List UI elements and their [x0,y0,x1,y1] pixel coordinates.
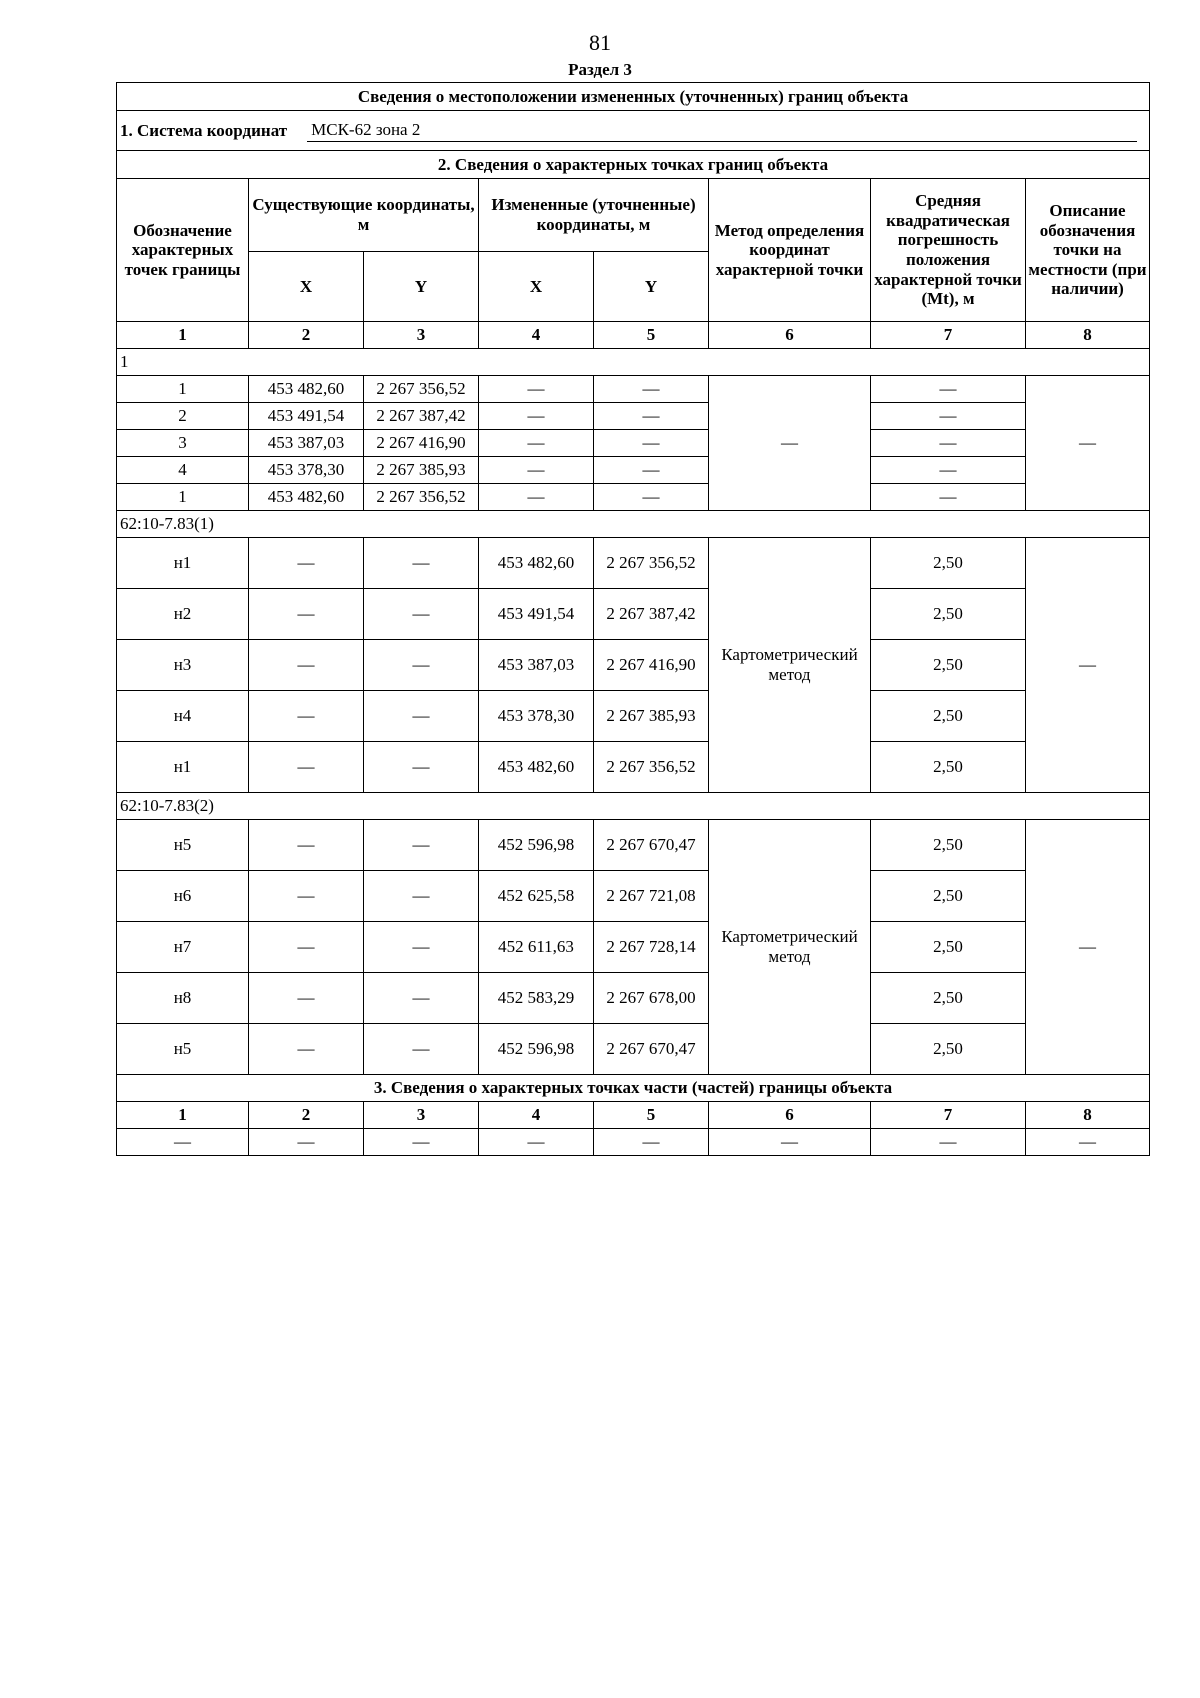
changed-x: 452 583,29 [479,973,594,1024]
changed-x: — [479,376,594,403]
existing-y: — [364,640,479,691]
existing-y: — [364,742,479,793]
mt-value: 2,50 [871,589,1026,640]
description-cell: — [1026,376,1150,511]
existing-x: — [249,1024,364,1075]
existing-x: — [249,691,364,742]
main-title: Сведения о местоположении измененных (уточненных) границ объекта [117,83,1150,111]
existing-y: — [364,820,479,871]
table-row [117,973,1150,1024]
mt-value: 2,50 [871,871,1026,922]
mt-value: — [871,484,1026,511]
changed-x: 452 596,98 [479,820,594,871]
changed-y: — [594,376,709,403]
empty-cell: — [709,1129,871,1156]
table-row [117,457,1150,484]
existing-y: — [364,538,479,589]
point-id: н8 [117,973,249,1024]
empty-cell: — [479,1129,594,1156]
changed-x: 452 625,58 [479,871,594,922]
method-cell: Картометрический метод [709,820,871,1075]
point-id: 1 [117,484,249,511]
changed-x: 453 378,30 [479,691,594,742]
mt-value: — [871,430,1026,457]
section-title: Раздел 3 [568,60,632,79]
existing-x: — [249,871,364,922]
column-number: 5 [594,1102,709,1129]
column-number: 3 [364,1102,479,1129]
existing-x: — [249,640,364,691]
changed-y: 2 267 670,47 [594,1024,709,1075]
column-number: 4 [479,322,594,349]
column-number: 6 [709,322,871,349]
existing-y: — [364,691,479,742]
group-label: 1 [117,349,1150,376]
description-cell: — [1026,820,1150,1075]
table-row [117,484,1150,511]
existing-x: 453 491,54 [249,403,364,430]
changed-y: 2 267 678,00 [594,973,709,1024]
header-method: Метод определения координат характерной точки [709,179,871,322]
point-id: н7 [117,922,249,973]
mt-value: 2,50 [871,691,1026,742]
page-number: 81 [589,30,611,55]
changed-x: 453 482,60 [479,742,594,793]
point-id: н3 [117,640,249,691]
column-number: 7 [871,322,1026,349]
group-label: 62:10-7.83(2) [117,793,1150,820]
point-id: 2 [117,403,249,430]
existing-x: 453 387,03 [249,430,364,457]
point-id: н6 [117,871,249,922]
existing-y: 2 267 356,52 [364,484,479,511]
header-description: Описание обозначения точки на местности (при наличии) [1026,179,1150,322]
mt-value: — [871,376,1026,403]
empty-cell: — [594,1129,709,1156]
subsection2-title: 2. Сведения о характерных точках границ объекта [117,151,1150,179]
changed-y: 2 267 670,47 [594,820,709,871]
existing-x: — [249,922,364,973]
table-row [117,691,1150,742]
coord-system-value: МСК-62 зона 2 [307,119,1137,142]
changed-y: 2 267 721,08 [594,871,709,922]
header-existing: Существующие координаты, м [249,179,479,252]
table-row [117,640,1150,691]
table-row [117,1024,1150,1075]
existing-y: — [364,871,479,922]
coord-system-label: 1. Система координат [120,120,288,140]
method-cell: — [709,376,871,511]
header-error: Средняя квадратическая погрешность положения характерной точки (Mt), м [871,179,1026,322]
changed-y: — [594,457,709,484]
changed-y: 2 267 356,52 [594,538,709,589]
mt-value: 2,50 [871,820,1026,871]
point-id: н5 [117,820,249,871]
changed-x: — [479,430,594,457]
changed-y: — [594,430,709,457]
existing-x: 453 482,60 [249,376,364,403]
column-number: 1 [117,1102,249,1129]
point-id: н1 [117,742,249,793]
changed-y: — [594,484,709,511]
header-changed-y: Y [594,252,709,322]
mt-value: 2,50 [871,742,1026,793]
existing-x: — [249,973,364,1024]
changed-x: 453 482,60 [479,538,594,589]
point-id: 1 [117,376,249,403]
column-numbers-row [117,322,1150,349]
changed-y: 2 267 385,93 [594,691,709,742]
column-number: 4 [479,1102,594,1129]
description-cell: — [1026,538,1150,793]
coord-system-row [117,111,1150,151]
header-changed-x: X [479,252,594,322]
table-row [117,820,1150,871]
empty-cell: — [1026,1129,1150,1156]
changed-y: — [594,403,709,430]
table-row [117,376,1150,403]
column-number: 3 [364,322,479,349]
empty-cell: — [249,1129,364,1156]
empty-cell: — [117,1129,249,1156]
existing-y: — [364,1024,479,1075]
mt-value: 2,50 [871,922,1026,973]
existing-y: — [364,922,479,973]
mt-value: 2,50 [871,640,1026,691]
header-changed: Измененные (уточненные) координаты, м [479,179,709,252]
empty-cell: — [364,1129,479,1156]
existing-y: 2 267 387,42 [364,403,479,430]
changed-x: — [479,457,594,484]
existing-x: 453 378,30 [249,457,364,484]
header-designation: Обозначение характерных точек границы [117,179,249,322]
existing-x: — [249,742,364,793]
changed-y: 2 267 416,90 [594,640,709,691]
column-number: 1 [117,322,249,349]
column-number: 8 [1026,1102,1150,1129]
point-id: 4 [117,457,249,484]
table-row [117,403,1150,430]
header-existing-y: Y [364,252,479,322]
mt-value: 2,50 [871,973,1026,1024]
changed-x: 452 596,98 [479,1024,594,1075]
mt-value: 2,50 [871,1024,1026,1075]
existing-y: 2 267 385,93 [364,457,479,484]
table-row [117,589,1150,640]
changed-y: 2 267 728,14 [594,922,709,973]
empty-cell: — [871,1129,1026,1156]
table-row [117,742,1150,793]
changed-x: — [479,484,594,511]
changed-x: 453 491,54 [479,589,594,640]
table-row [117,871,1150,922]
existing-x: — [249,538,364,589]
point-id: н2 [117,589,249,640]
header-existing-x: X [249,252,364,322]
existing-x: — [249,589,364,640]
existing-y: 2 267 356,52 [364,376,479,403]
changed-y: 2 267 387,42 [594,589,709,640]
existing-x: 453 482,60 [249,484,364,511]
column-number: 6 [709,1102,871,1129]
existing-y: 2 267 416,90 [364,430,479,457]
column-numbers-row [117,1102,1150,1129]
column-number: 8 [1026,322,1150,349]
group-label: 62:10-7.83(1) [117,511,1150,538]
column-number: 7 [871,1102,1026,1129]
column-number: 5 [594,322,709,349]
subsection3-title: 3. Сведения о характерных точках части (частей) границы объекта [117,1075,1150,1102]
existing-y: — [364,973,479,1024]
table-row [117,538,1150,589]
point-id: 3 [117,430,249,457]
method-cell: Картометрический метод [709,538,871,793]
changed-y: 2 267 356,52 [594,742,709,793]
mt-value: — [871,457,1026,484]
mt-value: 2,50 [871,538,1026,589]
existing-x: — [249,820,364,871]
point-id: н4 [117,691,249,742]
table-row [117,1129,1150,1156]
existing-y: — [364,589,479,640]
table-row [117,922,1150,973]
changed-x: 453 387,03 [479,640,594,691]
column-number: 2 [249,1102,364,1129]
point-id: н5 [117,1024,249,1075]
point-id: н1 [117,538,249,589]
column-number: 2 [249,322,364,349]
changed-x: 452 611,63 [479,922,594,973]
boundary-table [116,82,1150,1156]
mt-value: — [871,403,1026,430]
table-row [117,430,1150,457]
changed-x: — [479,403,594,430]
